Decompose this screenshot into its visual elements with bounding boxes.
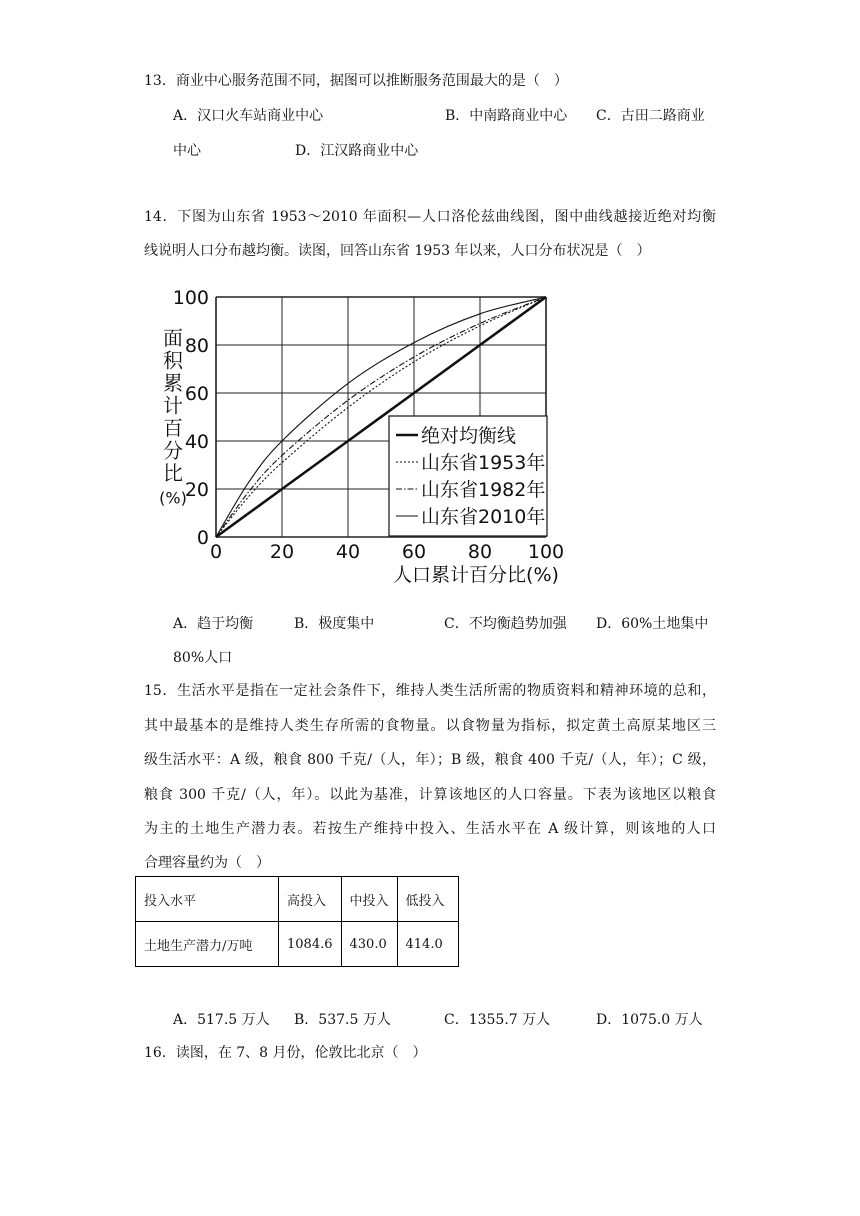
y-axis-label-char: (%)	[159, 488, 187, 508]
legend-label: 山东省1953年	[421, 452, 546, 474]
q14-option-d-continued: 80%人口	[173, 650, 233, 666]
y-axis-label-char: 计	[163, 393, 183, 418]
q13-option-a: A．汉口火车站商业中心	[173, 108, 324, 124]
y-axis-label-char: 分	[163, 438, 183, 463]
x-tick-label: 100	[527, 541, 565, 563]
y-tick-label: 60	[184, 383, 209, 405]
q14-option-c: C．不均衡趋势加强	[444, 616, 567, 632]
q15-line-3: 级生活水平：A 级，粮食 800 千克/（人，年）；B 级，粮食 400 千克/（人，年）；C 级，	[144, 752, 716, 768]
q14-stem-line-1: 14．下图为山东省 1953～2010 年面积—人口洛伦兹曲线图，图中曲线越接近绝对均衡	[144, 209, 716, 225]
q13-stem: 13．商业中心服务范围不同，据图可以推断服务范围最大的是（ ）	[144, 73, 568, 89]
table-row	[136, 922, 459, 967]
y-tick-label: 20	[184, 479, 209, 501]
y-tick-label: 40	[184, 431, 209, 453]
x-tick-label: 60	[401, 541, 427, 563]
table-header-row	[136, 877, 459, 922]
q14-stem-line-2: 线说明人口分布越均衡。读图，回答山东省 1953 年以来，人口分布状况是（ ）	[144, 243, 651, 259]
x-tick-label: 80	[467, 541, 493, 563]
q13-option-b: B．中南路商业中心	[445, 108, 568, 124]
q13-option-d: D．江汉路商业中心	[295, 143, 419, 159]
y-tick-label: 0	[196, 527, 209, 549]
table-header-cell: 高投入	[279, 877, 342, 922]
y-axis-label-char: 比	[163, 461, 183, 485]
q15-option-c: C．1355.7 万人	[444, 1012, 551, 1028]
y-axis-label-char: 百	[163, 416, 183, 440]
q14-option-b: B．极度集中	[294, 616, 375, 632]
q13-option-c: C．古田二路商业	[596, 108, 705, 124]
x-tick-label: 0	[209, 541, 223, 563]
legend	[389, 416, 547, 536]
q15-line-2: 其中最基本的是维持人类生存所需的食物量。以食物量为指标，拟定黄土高原某地区三	[144, 718, 716, 734]
y-tick-label: 100	[172, 287, 209, 309]
table-header-cell: 中投入	[341, 877, 397, 922]
q16-stem: 16．读图，在 7、8 月份，伦敦比北京（ ）	[144, 1045, 427, 1061]
x-tick-label: 20	[269, 541, 295, 563]
y-axis-label-char: 积	[163, 348, 183, 373]
legend-label: 绝对均衡线	[421, 425, 517, 447]
production-potential-table	[135, 876, 459, 967]
table-cell: 430.0	[341, 922, 397, 967]
q15-option-d: D．1075.0 万人	[596, 1012, 703, 1028]
q15-option-b: B．537.5 万人	[294, 1012, 391, 1028]
q13-option-c-continued: 中心	[173, 143, 201, 159]
q15-option-a: A．517.5 万人	[173, 1012, 270, 1028]
q14-option-a: A．趋于均衡	[173, 616, 254, 632]
table-header-cell: 低投入	[397, 877, 458, 922]
y-tick-label: 80	[184, 335, 209, 357]
table-cell: 1084.6	[279, 922, 342, 967]
x-tick-label: 40	[335, 541, 361, 563]
table-cell: 414.0	[397, 922, 458, 967]
q15-line-1: 15．生活水平是指在一定社会条件下，维持人类生活所需的物质资料和精神环境的总和，	[144, 683, 716, 699]
q15-line-4: 粮食 300 千克/（人，年）。以此为基准，计算该地区的人口容量。下表为该地区以粮食	[144, 787, 716, 803]
x-axis-label: 人口累计百分比(%)	[393, 564, 559, 586]
y-axis-label-char: 面	[163, 326, 183, 350]
legend-label: 山东省1982年	[421, 479, 546, 501]
legend-label: 山东省2010年	[421, 506, 546, 528]
y-axis-label-char: 累	[163, 371, 183, 395]
table-header-cell: 投入水平	[136, 877, 279, 922]
q15-line-5: 为主的土地生产潜力表。若按生产维持中投入、生活水平在 A 级计算，则该地的人口	[144, 821, 716, 837]
table-cell: 土地生产潜力/万吨	[136, 922, 279, 967]
q15-line-6: 合理容量约为（ ）	[144, 855, 270, 871]
q14-option-d: D．60%土地集中	[596, 616, 709, 632]
